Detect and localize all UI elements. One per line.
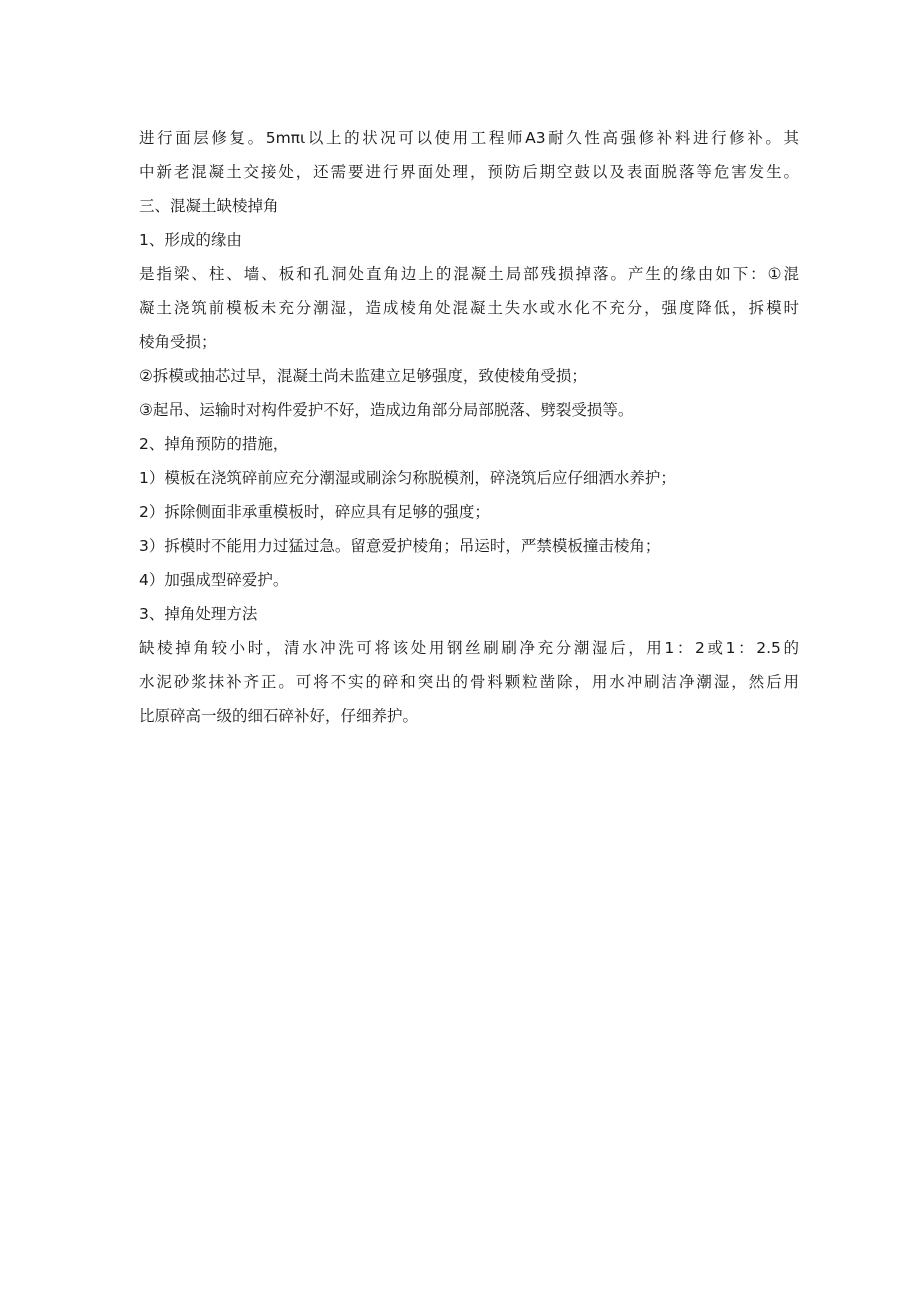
paragraph-line: 缺棱掉角较小时，清水冲洗可将该处用钢丝刷刷净充分潮湿后，用1：2或1：2.5的 — [139, 639, 799, 657]
paragraph-line: 棱角受损； — [139, 333, 217, 351]
paragraph-line: 是指梁、柱、墙、板和孔洞处直角边上的混凝土局部残损掉落。产生的缘由如下：①混 — [139, 265, 799, 283]
list-item: 2）拆除侧面非承重模板时，碎应具有足够的强度； — [139, 503, 490, 521]
paragraph-line: 水泥砂浆抹补齐正。可将不实的碎和突出的骨料颗粒凿除，用水冲刷洁净潮湿，然后用 — [139, 673, 799, 691]
section-heading: 三、混凝土缺棱掉角 — [139, 197, 279, 215]
paragraph-line: 进行面层修复。5mπι以上的状况可以使用工程师A3耐久性高强修补料进行修补。其 — [139, 129, 799, 147]
list-item: 3）拆模时不能用力过猛过急。留意爱护棱角；吊运时，严禁模板撞击棱角； — [139, 537, 661, 555]
subsection-heading: 1、形成的缘由 — [139, 231, 242, 249]
subsection-heading: 3、掉角处理方法 — [139, 605, 258, 623]
list-item: ③起吊、运输时对构件爱护不好，造成边角部分局部脱落、劈裂受损等。 — [139, 401, 634, 419]
subsection-heading: 2、掉角预防的措施， — [139, 435, 289, 453]
document-body — [139, 121, 799, 733]
paragraph-line: 凝土浇筑前模板未充分潮湿，造成棱角处混凝土失水或水化不充分，强度降低，拆模时 — [139, 299, 799, 317]
list-item: ②拆模或抽芯过早，混凝土尚未监建立足够强度，致使棱角受损； — [139, 367, 587, 385]
list-item: 1）模板在浇筑碎前应充分潮湿或刷涂匀称脱模剂，碎浇筑后应仔细洒水养护； — [139, 469, 676, 487]
paragraph-line: 中新老混凝土交接处，还需要进行界面处理，预防后期空鼓以及表面脱落等危害发生。 — [139, 163, 799, 181]
paragraph-line: 比原碎高一级的细石碎补好，仔细养护。 — [139, 707, 419, 725]
list-item: 4）加强成型碎爱护。 — [139, 571, 289, 589]
